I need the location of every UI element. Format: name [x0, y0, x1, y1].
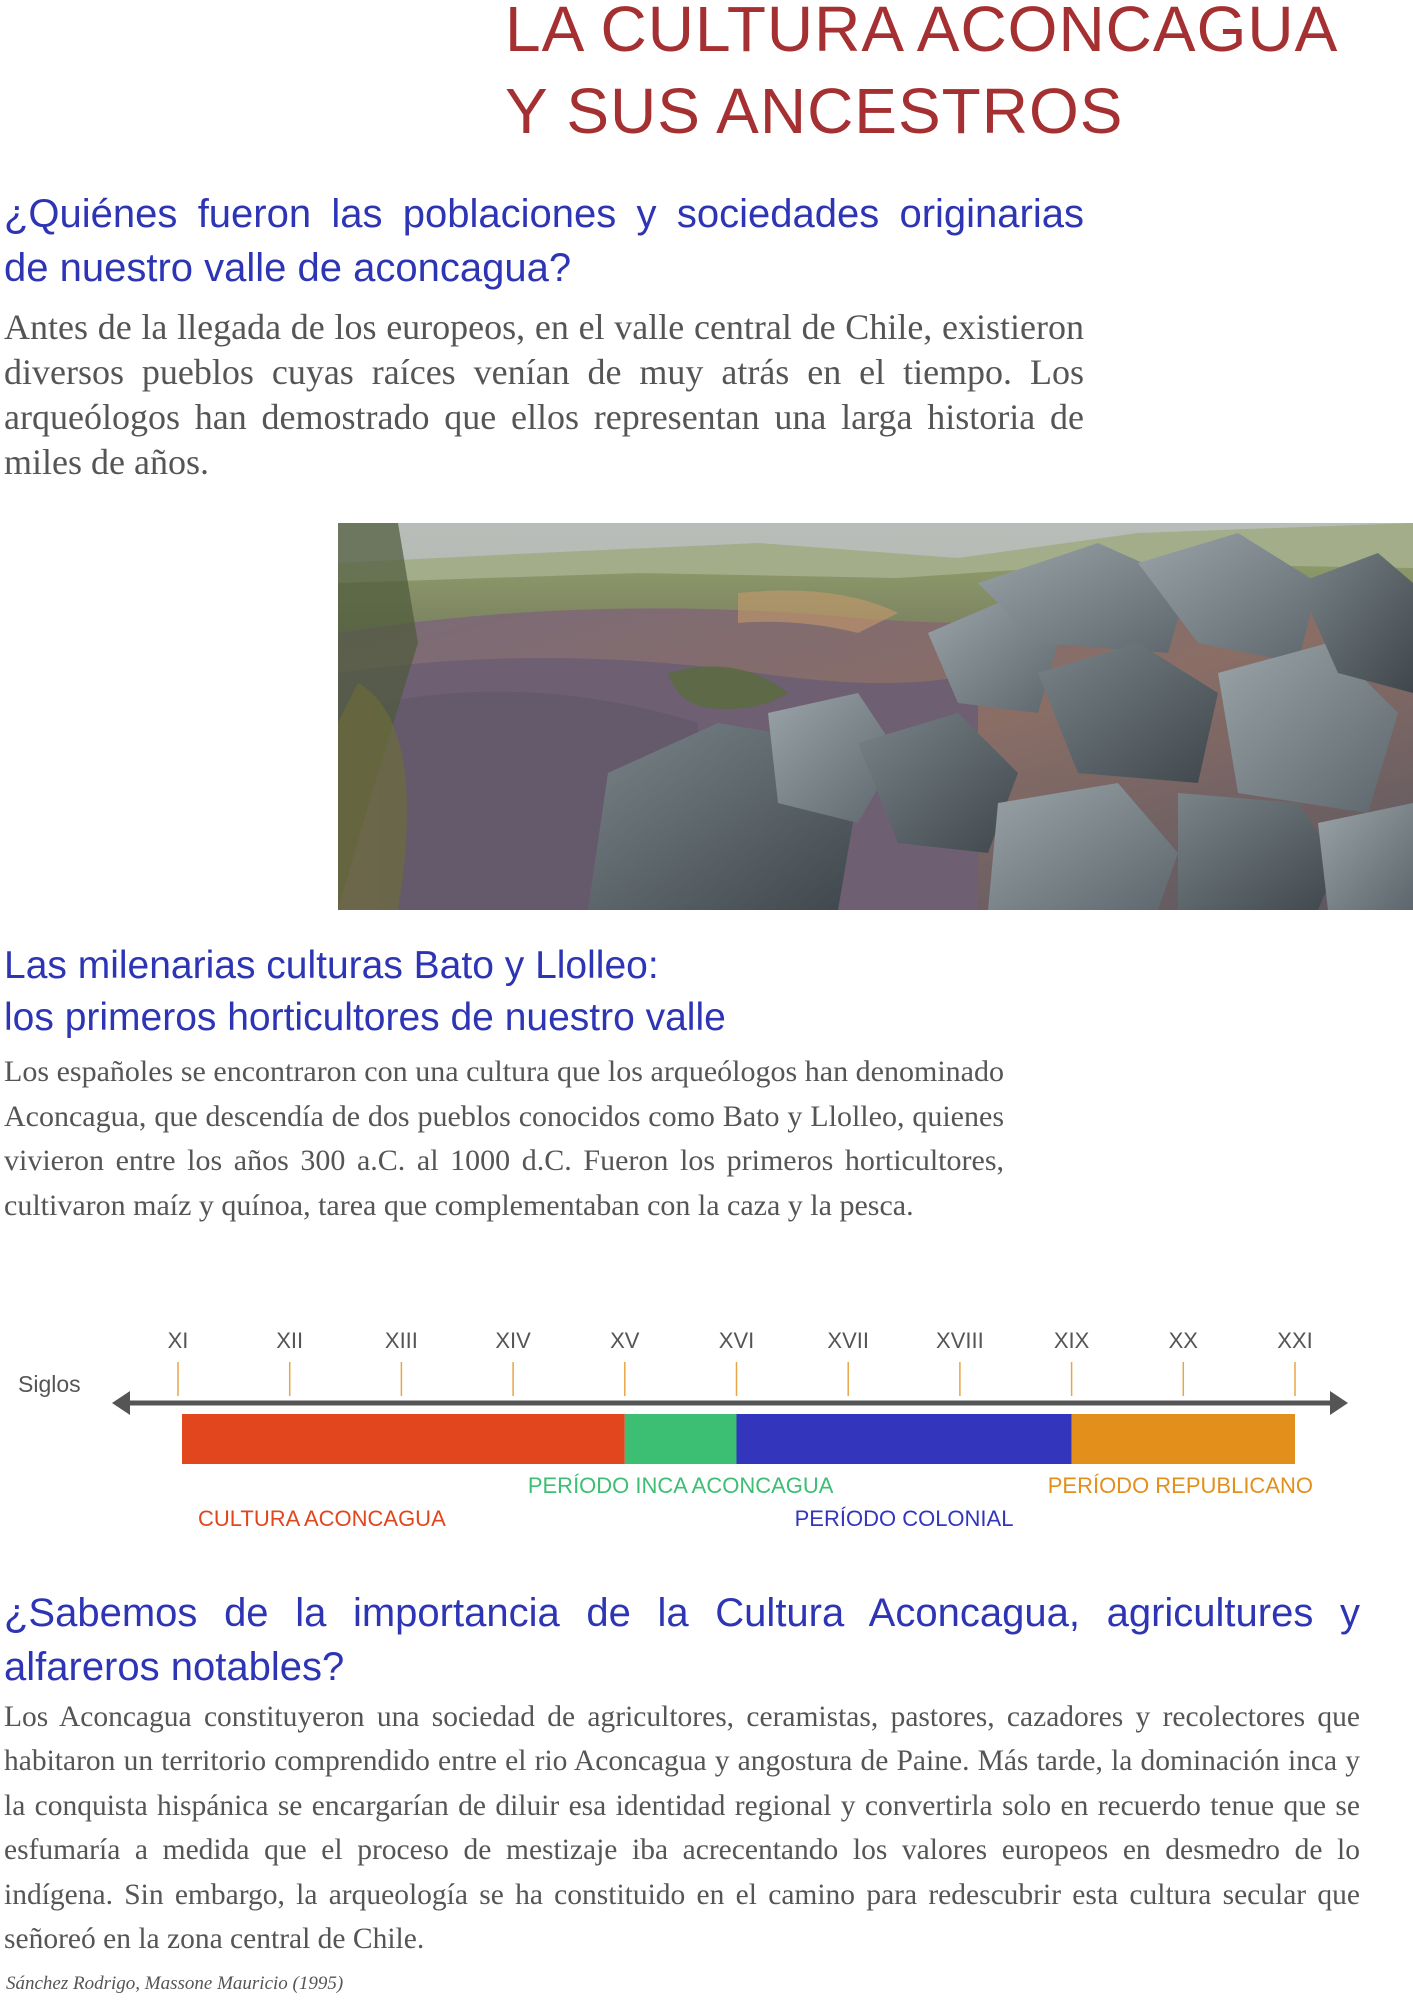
timeline-period-bar [625, 1414, 737, 1464]
section3-body: Los Aconcagua constituyeron una sociedad de agricultores, ceramistas, pastores, cazadores y recolectores que habitaron un territorio comprendido entre el rio Aconcagua y angostura de Paine. Más tarde, la dominación inca y la conquista hispánica se encargarían de diluir esa identidad regional y convertirla solo en recuerdo tenue que se esfumaría a medida que el proceso de mestizaje iba acrecentando los valores europeos en desmedro de lo indígena. Sin embargo, la arqueología se ha constituido en el camino para redescubrir esta cultura secular que señoreó en la zona central de Chile. [4, 1701, 1360, 1956]
timeline-axis-label: Siglos [18, 1371, 81, 1397]
timeline-chart [0, 1310, 1413, 1540]
timeline-arrow-right-icon [1330, 1391, 1348, 1415]
timeline-period-bar [1072, 1414, 1295, 1464]
section2-heading [4, 940, 904, 1044]
timeline-century-label: XIII [384, 1328, 418, 1353]
page-title-line2: Y SUS ANCESTROS [505, 75, 1124, 147]
timeline-century-label: XX [1168, 1328, 1198, 1353]
section1-heading: ¿Quiénes fueron las poblaciones y sociedades originarias de nuestro valle de aconcagua? [4, 192, 1084, 290]
timeline-arrow-left-icon [112, 1391, 130, 1415]
timeline-century-label: XIV [495, 1328, 531, 1353]
landscape-photo [338, 523, 1413, 910]
section2-body: Los españoles se encontraron con una cultura que los arqueólogos han denominado Aconcagua, que descendía de dos pueblos conocidos como Bato y Llolleo, quienes vivieron entre los años 300 a.C. al 1000 d.C. Fueron los primeros horticultores, cultivaron maíz y quínoa, tarea que complementaban con la caza y la pesca. [4, 1055, 1004, 1222]
timeline-century-label: XVI [718, 1328, 755, 1353]
timeline-century-label: XI [167, 1328, 189, 1353]
timeline-period-labels [198, 1473, 1313, 1531]
page-title-line1: LA CULTURA ACONCAGUA [505, 0, 1339, 65]
timeline-period-label: PERÍODO COLONIAL [794, 1506, 1014, 1531]
timeline-period-label: CULTURA ACONCAGUA [198, 1506, 446, 1531]
timeline-period-label: PERÍODO REPUBLICANO [1047, 1473, 1313, 1498]
timeline-period-bars [182, 1414, 1295, 1464]
timeline-century-label: XVIII [936, 1328, 984, 1353]
timeline-period-bar [182, 1414, 625, 1464]
section2-heading-line1: Las milenarias culturas Bato y Llolleo: [4, 944, 659, 987]
page-title [505, 0, 1385, 152]
timeline-century-label: XIX [1053, 1328, 1090, 1353]
timeline-century-label: XII [276, 1328, 304, 1353]
timeline-century-label: XV [610, 1328, 640, 1353]
landscape-photo-illustration [338, 523, 1413, 910]
timeline-century-labels [168, 1328, 1313, 1353]
timeline-century-label: XVII [827, 1328, 869, 1353]
timeline-century-label: XXI [1277, 1328, 1313, 1353]
section3-heading: ¿Sabemos de la importancia de la Cultura Aconcagua, agricultures y alfareros notables? [4, 1591, 1360, 1689]
section2-heading-line2: los primeros horticultores de nuestro valle [4, 996, 726, 1039]
section1-body: Antes de la llegada de los europeos, en el valle central de Chile, existieron diversos pueblos cuyas raíces venían de muy atrás en el tiempo. Los arqueólogos han demostrado que ellos representan una larga historia de miles de años. [4, 307, 1084, 482]
citation: Sánchez Rodrigo, Massone Mauricio (1995) [6, 1973, 344, 1994]
timeline-period-bar [737, 1414, 1072, 1464]
timeline-period-label: PERÍODO INCA ACONCAGUA [527, 1473, 834, 1498]
timeline-ticks [178, 1362, 1295, 1396]
